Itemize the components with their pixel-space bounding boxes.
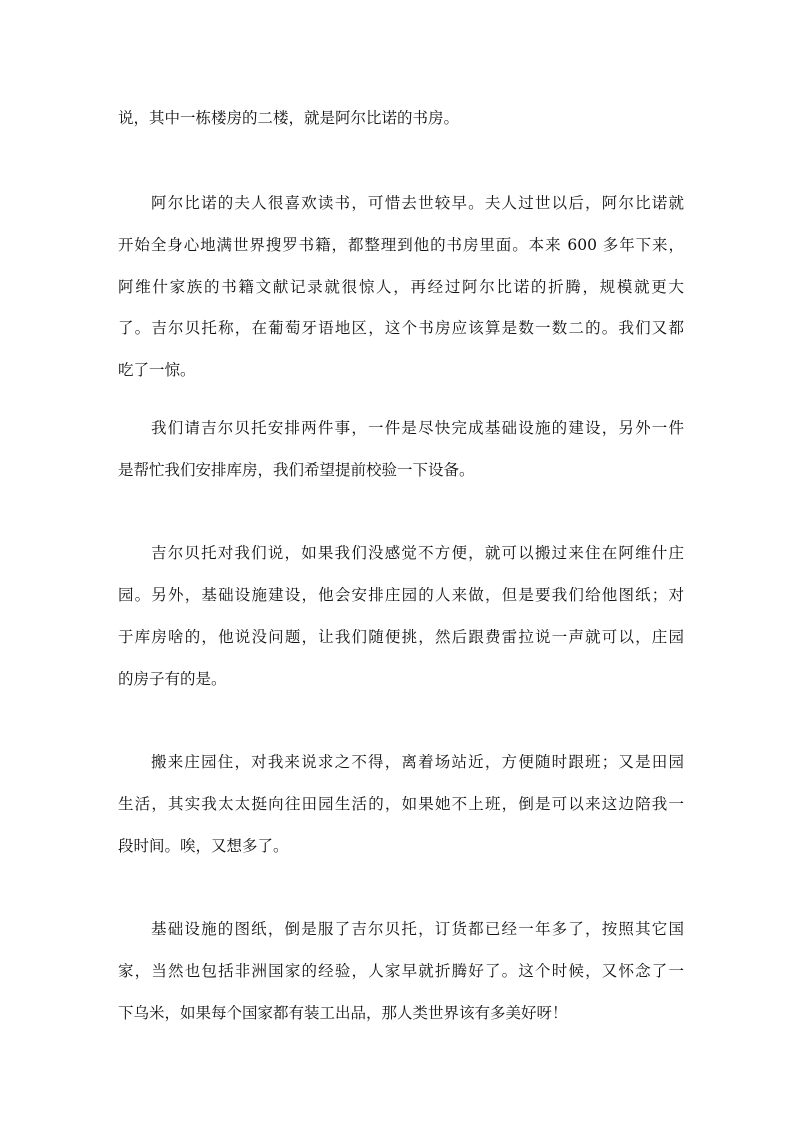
paragraph-2-line-5: 吃了一惊。	[118, 361, 196, 379]
paragraph-5-line-1: 搬来庄园住，对我来说求之不得，离着场站近，方便随时跟班；又是田园	[151, 753, 684, 771]
paragraph-6-line-2: 家，当然也包括非洲国家的经验，人家早就折腾好了。这个时候，又怀念了一	[118, 962, 684, 980]
paragraph-5-line-2: 生活，其实我太太挺向往田园生活的，如果她不上班，倒是可以来这边陪我一	[118, 795, 684, 813]
paragraph-2-line-1: 阿尔比诺的夫人很喜欢读书，可惜去世较早。夫人过世以后，阿尔比诺就	[151, 194, 684, 212]
paragraph-3-line-1: 我们请吉尔贝托安排两件事，一件是尽快完成基础设施的建设，另外一件	[151, 419, 684, 437]
paragraph-2-line-3: 阿维什家族的书籍文献记录就很惊人，再经过阿尔比诺的折腾，规模就更大	[118, 278, 684, 296]
paragraph-2-line-4: 了。吉尔贝托称，在葡萄牙语地区，这个书房应该算是数一数二的。我们又都	[118, 319, 684, 337]
paragraph-4-line-2: 园。另外，基础设施建设，他会安排庄园的人来做，但是要我们给他图纸；对	[118, 586, 684, 604]
paragraph-6-line-3: 下乌米，如果每个国家都有装工出品，那人类世界该有多美好呀！	[118, 1004, 568, 1022]
paragraph-5-line-3: 段时间。唉，又想多了。	[118, 837, 289, 855]
paragraph-4-line-4: 的房子有的是。	[118, 670, 227, 688]
paragraph-3-line-2: 是帮忙我们安排库房，我们希望提前校验一下设备。	[118, 461, 475, 479]
paragraph-4-line-3: 于库房啥的，他说没问题，让我们随便挑，然后跟费雷拉说一声就可以，庄园	[118, 628, 684, 646]
paragraph-4-line-1: 吉尔贝托对我们说，如果我们没感觉不方便，就可以搬过来住在阿维什庄	[151, 544, 684, 562]
paragraph-1-line-1: 说，其中一栋楼房的二楼，就是阿尔比诺的书房。	[118, 109, 460, 127]
paragraph-2-line-2: 开始全身心地满世界搜罗书籍，都整理到他的书房里面。本来 600 多年下来，	[118, 236, 684, 254]
paragraph-6-line-1: 基础设施的图纸，倒是服了吉尔贝托，订货都已经一年多了，按照其它国	[151, 920, 684, 938]
